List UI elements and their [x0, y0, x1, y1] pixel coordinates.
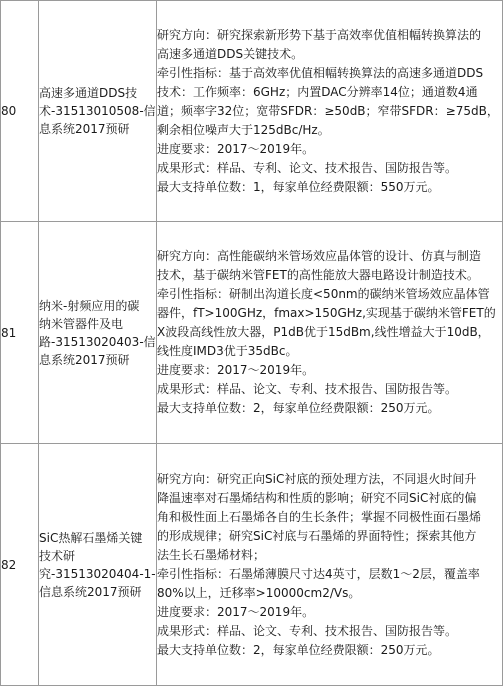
description-line: 器件，fT>100GHz，fmax>150GHz,实现基于碳纳米管FET的	[157, 306, 496, 320]
row-number: 81	[1, 222, 39, 444]
description-line: 高速多通道DDS关键技术。	[157, 46, 304, 61]
table-row	[1, 1, 503, 222]
project-name-line: SiC热解石墨烯关键	[39, 530, 143, 545]
project-name	[39, 1, 157, 222]
description-line: 最大支持单位数：2，每家单位经费限额：250万元。	[157, 642, 440, 657]
project-description	[157, 444, 503, 686]
description-line: 成果形式：样品、论文、专利、技术报告、国防报告等。	[157, 382, 458, 396]
description-line: 进度要求：2017～2019年。	[157, 363, 315, 377]
description-line: 线性度IMD3优于35dBc。	[157, 344, 298, 358]
row-number: 80	[1, 1, 39, 222]
description-line: 进度要求：2017～2019年。	[157, 141, 315, 156]
description-line: 进度要求：2017～2019年。	[157, 604, 315, 619]
description-line: 牵引性指标：研制出沟道长度<50nm的碳纳米管场效应晶体管	[157, 287, 490, 301]
description-line: 研究方向：研究探索新形势下基于高效率优值相幅转换算法的	[157, 27, 482, 42]
project-name-line: 究-31513020404-1-	[39, 566, 156, 581]
description-line: 的形成规律；研究SiC衬底与石墨烯的界面特性；探索其他方	[157, 528, 477, 543]
table-row	[1, 222, 503, 444]
project-name-line: 纳米管器件及电	[39, 316, 124, 331]
table-row	[1, 444, 503, 686]
description-line: 牵引性指标：基于高效率优值相幅转换算法的高速多通道DDS	[157, 65, 484, 80]
description-line: 研究方向：高性能碳纳米管场效应晶体管的设计、仿真与制造	[157, 249, 482, 263]
description-line: 法生长石墨烯材料；	[157, 547, 266, 562]
project-name	[39, 222, 157, 444]
description-line: 牵引性指标：石墨烯薄膜尺寸达4英寸，层数1～2层，覆盖率	[157, 566, 480, 581]
project-name-line: 信息系统2017预研	[39, 584, 142, 599]
project-description	[157, 1, 503, 222]
description-line: 剩余相位噪声大于125dBc/Hz。	[157, 122, 330, 137]
description-line: 技术：工作频率：6GHz；内置DAC分辨率14位；通道数4通	[157, 84, 478, 99]
description-line: 技术，基于碳纳米管FET的高性能放大器电路设计制造技术。	[157, 268, 479, 282]
description-line: 最大支持单位数：2，每家单位经费限额：250万元。	[157, 401, 440, 415]
project-name-line: 高速多通道DDS技	[39, 86, 138, 100]
project-name-line: 路-31513020403-信	[39, 334, 156, 349]
description-line: 成果形式：样品、论文、专利、技术报告、国防报告等。	[157, 623, 458, 638]
project-name-line: 息系统2017预研	[39, 352, 130, 367]
description-line: 成果形式：样品、专利、论文、技术报告、国防报告等。	[157, 160, 458, 175]
description-line: X波段高线性放大器，P1dB优于15dBm,线性增益大于10dB，	[157, 325, 490, 339]
project-name-line: 息系统2017预研	[39, 122, 130, 136]
description-line: 道；频率字32位；宽带SFDR：≥50dB；窄带SFDR：≥75dB，	[157, 103, 499, 118]
description-line: 角和极性面上石墨烯各自的生长条件；掌握不同极性面石墨烯	[157, 509, 482, 524]
description-line: 研究方向：研究正向SiC衬底的预处理方法，不同退火时间升	[157, 471, 477, 486]
description-line: 最大支持单位数：1，每家单位经费限额：550万元。	[157, 179, 440, 194]
project-name-line: 纳米-射频应用的碳	[39, 298, 140, 313]
description-line: 降温速率对石墨烯结构和性质的影响；研究不同SiC衬底的偏	[157, 490, 477, 505]
project-name-line: 术-31513010508-信	[39, 104, 156, 118]
project-name-line: 技术研	[39, 548, 76, 563]
project-name	[39, 444, 157, 686]
row-number: 82	[1, 444, 39, 686]
project-description	[157, 222, 503, 444]
description-line: 80%以上，迁移率>10000cm2/Vs。	[157, 585, 361, 600]
